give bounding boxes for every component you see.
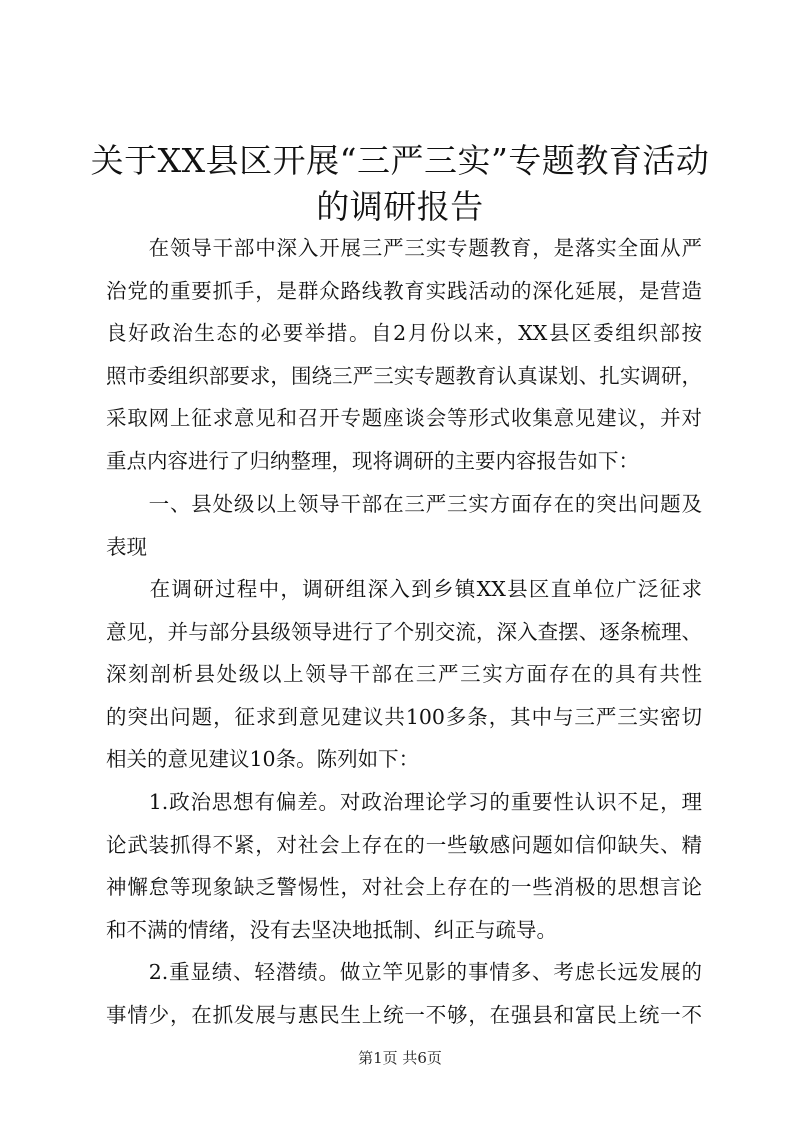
text-line: 相关的意见建议10条。陈列如下：	[106, 747, 420, 772]
document-title-line-2: 的调研报告	[316, 187, 484, 226]
text-line: 的突出问题，征求到意见建议共100多条，其中与三严三实密切	[106, 704, 702, 729]
text-line: 意见，并与部分县级领导进行了个别交流，深入查摆、逐条梳理、	[106, 619, 702, 644]
document-title-line-1: 关于XX县区开展“三严三实”专题教育活动	[90, 141, 710, 180]
intro-paragraph	[106, 227, 702, 483]
text-line: 和不满的情绪，没有去坚决地抵制、纠正与疏导。	[106, 917, 557, 942]
text-line: 一、县处级以上领导干部在三严三实方面存在的突出问题及	[106, 492, 702, 516]
text-line: 表现	[106, 534, 147, 559]
text-line: 在领导干部中深入开展三严三实专题教育，是落实全面从严	[106, 236, 702, 260]
text-line: 采取网上征求意见和召开专题座谈会等形式收集意见建议，并对	[106, 406, 702, 431]
text-line: 重点内容进行了归纳整理，现将调研的主要内容报告如下：	[106, 448, 639, 473]
text-line: 在调研过程中，调研组深入到乡镇XX县区直单位广泛征求	[106, 577, 702, 601]
section-heading-paragraph	[106, 483, 702, 568]
text-line: 1.政治思想有偏差。对政治理论学习的重要性认识不足，理	[106, 790, 702, 814]
text-line: 2.重显绩、轻潜绩。做立竿见影的事情多、考虑长远发展的	[106, 960, 702, 984]
text-line: 深刻剖析县处级以上领导干部在三严三实方面存在的具有共性	[106, 662, 702, 687]
text-line: 良好政治生态的必要举措。自2月份以来，XX县区委组织部按	[106, 321, 702, 346]
item-2-paragraph	[106, 951, 702, 1036]
text-line: 神懈怠等现象缺乏警惕性，对社会上存在的一些消极的思想言论	[106, 875, 702, 900]
text-line: 论武装抓得不紧，对社会上存在的一些敏感问题如信仰缺失、精	[106, 832, 702, 857]
text-line: 照市委组织部要求，围绕三严三实专题教育认真谋划、扎实调研，	[106, 363, 702, 388]
page-footer: 第1页 共6页	[358, 1049, 442, 1067]
text-line: 事情少，在抓发展与惠民生上统一不够，在强县和富民上统一不	[106, 1002, 702, 1027]
text-line: 治党的重要抓手，是群众路线教育实践活动的深化延展，是营造	[106, 278, 702, 303]
item-1-paragraph	[106, 781, 702, 951]
research-paragraph	[106, 568, 702, 781]
